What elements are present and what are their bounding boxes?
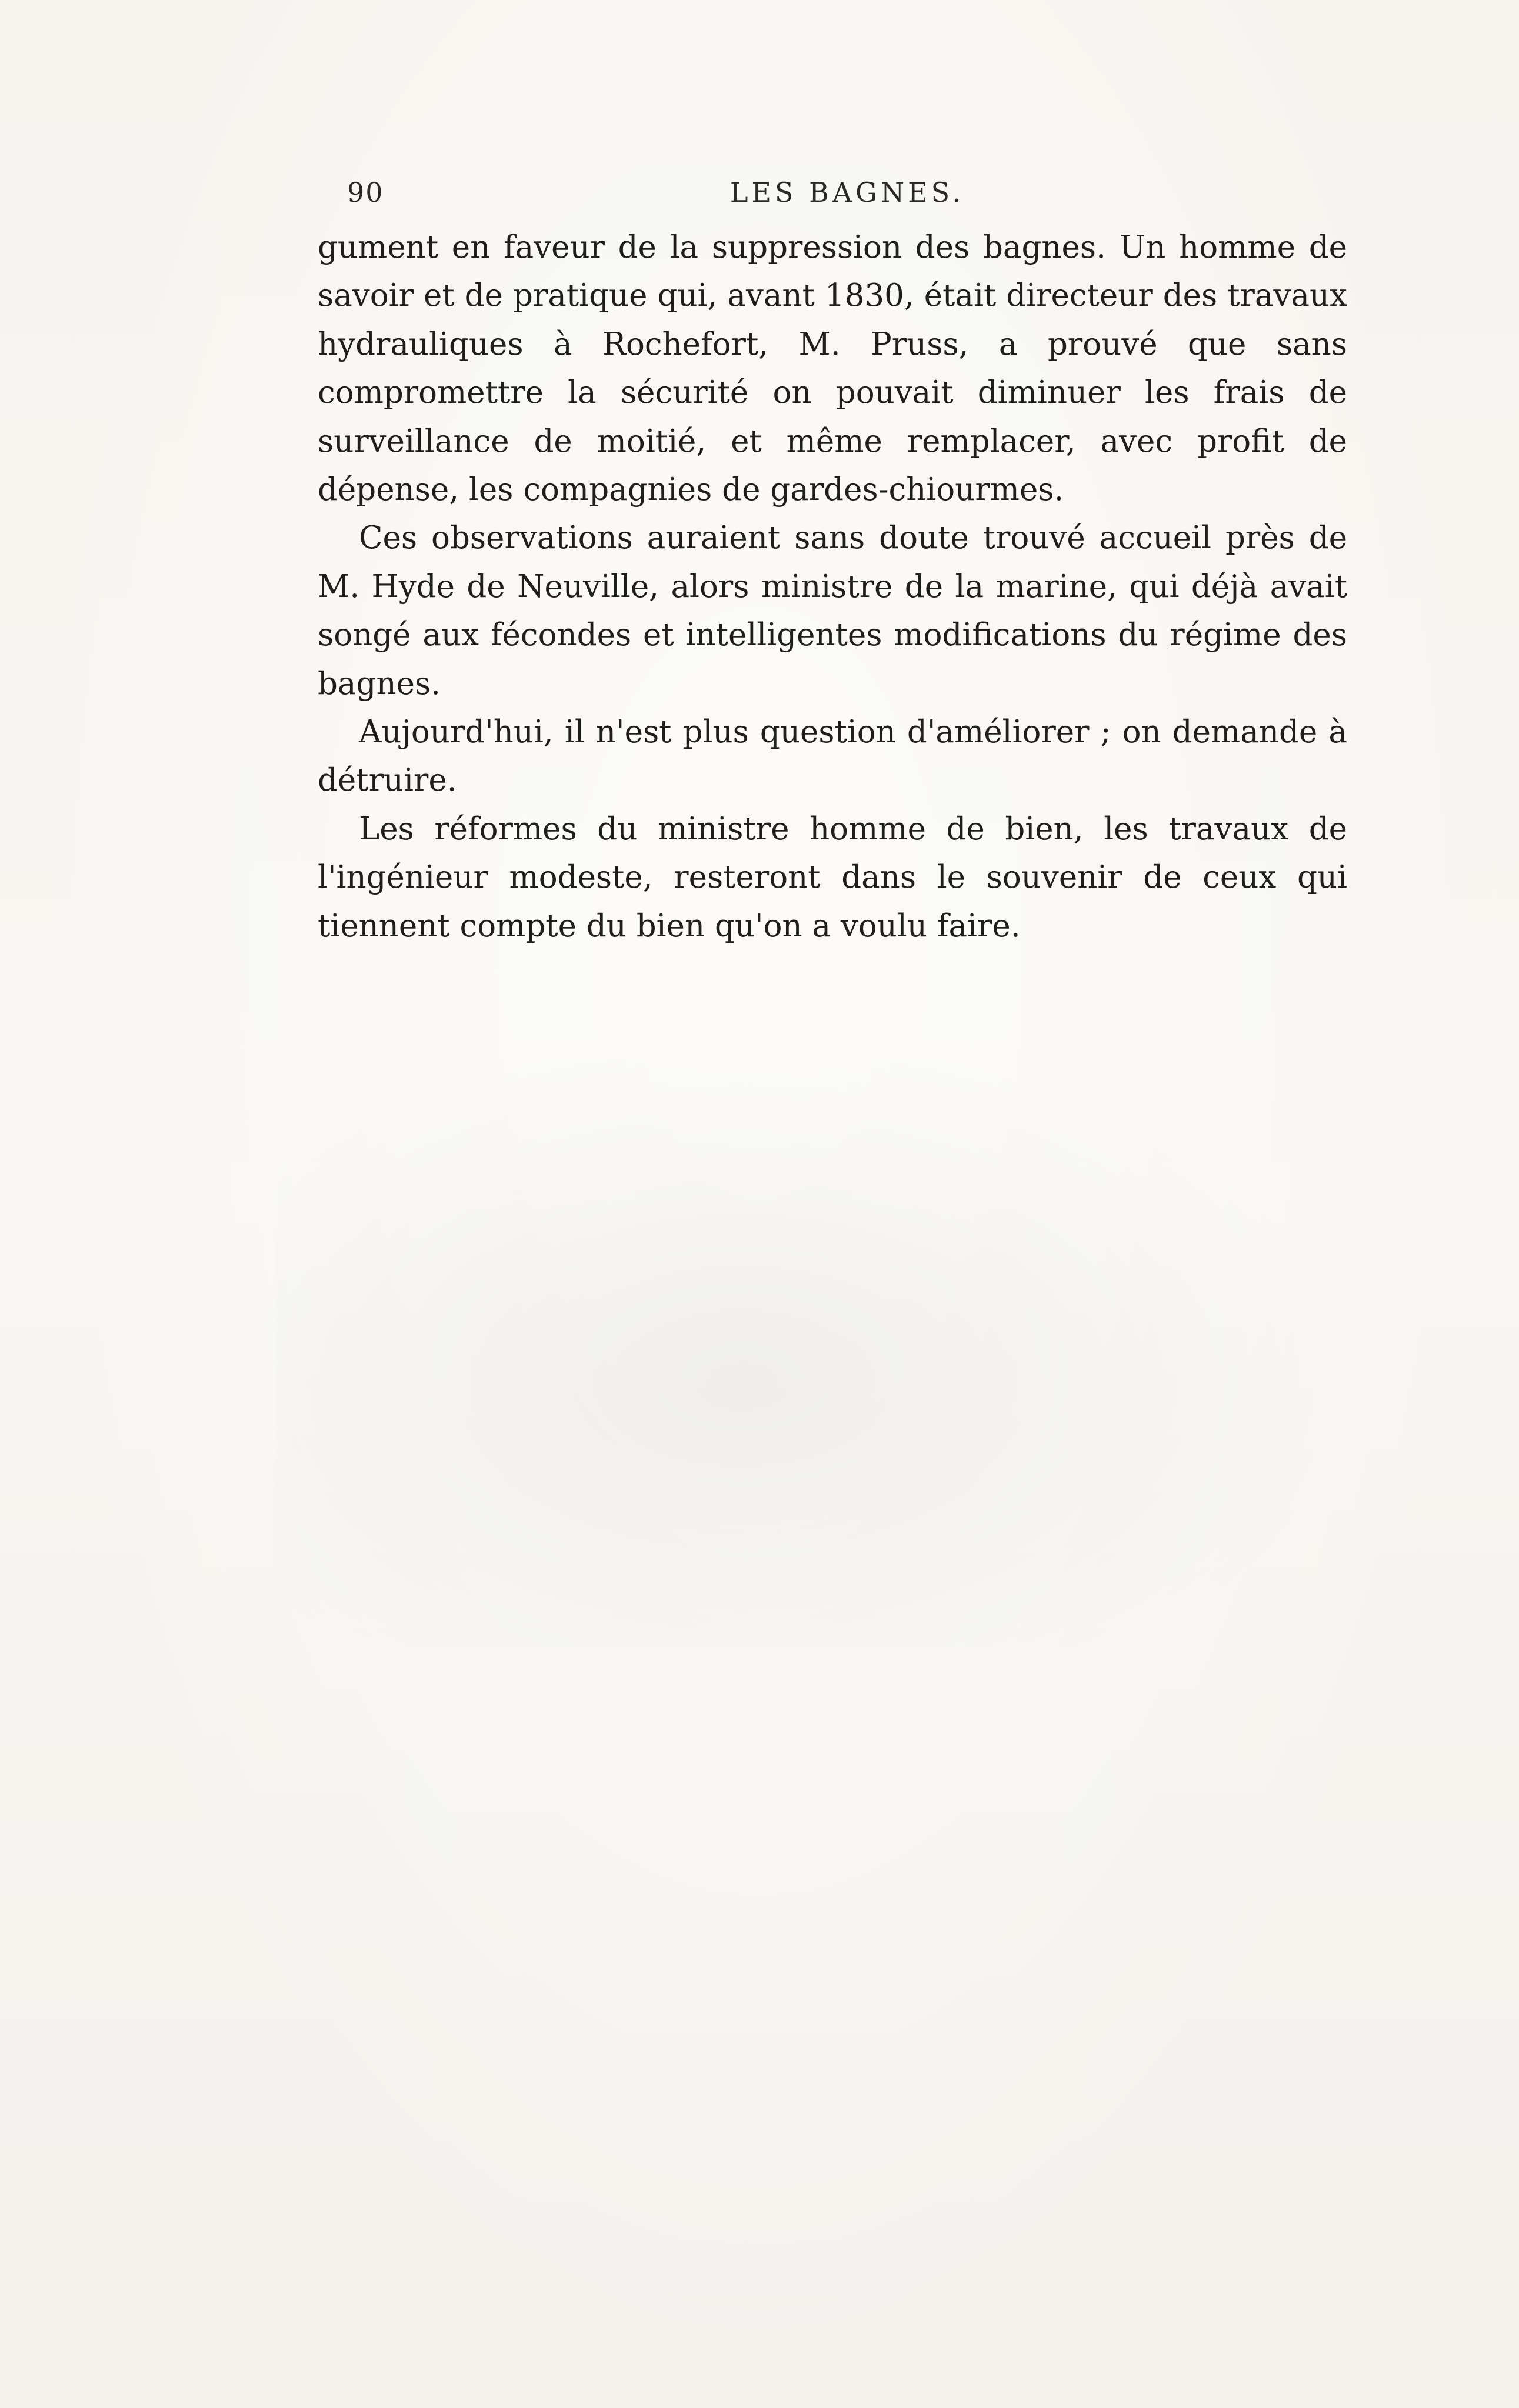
paragraph: Les réformes du ministre homme de bien, les travaux de l'ingénieur modeste, resteront dans le souvenir de ceux qui tiennent compte du bien qu'on a voulu faire. xyxy=(318,811,1347,944)
show-through-illustration xyxy=(277,1059,1312,1647)
paragraph: Aujourd'hui, il n'est plus question d'améliorer ; on demande à détruire. xyxy=(318,714,1347,799)
body-text xyxy=(318,224,1347,950)
paragraph: gument en faveur de la suppression des bagnes. Un homme de savoir et de pratique qui, avant 1830, était directeur des travaux hydrauliques à Rochefort, M. Pruss, a prouvé que sans compromettre la sécurité on pouvait diminuer les frais de surveillance de moitié, et même remplacer, avec profit de dépense, les compagnies de gardes-chiourmes. xyxy=(318,229,1347,508)
page-header xyxy=(347,176,1347,224)
page-number: 90 xyxy=(347,176,384,208)
running-title: LES BAGNES. xyxy=(729,176,965,208)
paragraph: Ces observations auraient sans doute trouvé accueil près de M. Hyde de Neuville, alors ministre de la marine, qui déjà avait songé aux fécondes et intelligentes modifications du régime des bagnes. xyxy=(318,520,1347,702)
